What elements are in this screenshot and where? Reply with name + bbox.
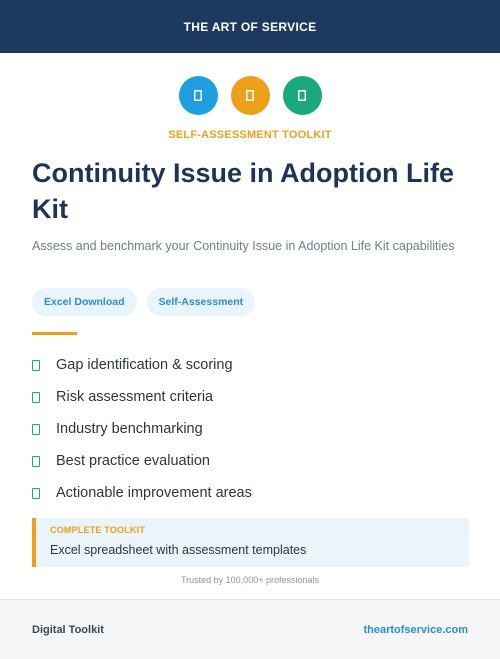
icon-row: [0, 76, 500, 115]
checkbox-icon: [32, 424, 40, 435]
feature-label: Industry benchmarking: [56, 421, 203, 437]
tag-self-assessment: Self-Assessment: [147, 288, 256, 316]
page-subtitle: Assess and benchmark your Continuity Issue in Adoption Life Kit capabilities: [32, 239, 455, 253]
tag-excel-download: Excel Download: [32, 288, 137, 316]
checkbox-icon: [32, 360, 40, 371]
feature-label: Gap identification & scoring: [56, 357, 233, 373]
list-item: [32, 413, 252, 445]
website-link[interactable]: theartofservice.com: [363, 623, 468, 636]
feature-label: Risk assessment criteria: [56, 389, 214, 405]
footer-label: Digital Toolkit: [32, 623, 104, 636]
top-banner: [0, 0, 500, 53]
feature-label: Best practice evaluation: [56, 453, 210, 469]
page-title: Continuity Issue in Adoption Life Kit: [32, 158, 454, 224]
trust-note: Trusted by 100,000+ professionals: [180, 575, 319, 585]
toolkit-callout: [32, 518, 469, 567]
checkbox-icon: [32, 456, 40, 467]
checkbox-icon: [32, 488, 40, 499]
list-item: [32, 349, 252, 381]
list-item: [32, 381, 252, 413]
callout-text: Excel spreadsheet with assessment templates: [50, 543, 307, 557]
list-item: [32, 477, 252, 509]
section-kicker: SELF-ASSESSMENT TOOLKIT: [168, 129, 332, 141]
callout-kicker: COMPLETE TOOLKIT: [50, 525, 146, 535]
feature-label: Actionable improvement areas: [56, 485, 252, 501]
feature-list: [32, 349, 252, 509]
document-icon: [231, 76, 270, 115]
accent-divider: [32, 332, 77, 335]
document-icon: [179, 76, 218, 115]
checkbox-icon: [32, 392, 40, 403]
brand-title: THE ART OF SERVICE: [183, 19, 317, 34]
document-icon: [283, 76, 322, 115]
tag-list: [32, 288, 255, 316]
list-item: [32, 445, 252, 477]
footer: [0, 599, 500, 659]
